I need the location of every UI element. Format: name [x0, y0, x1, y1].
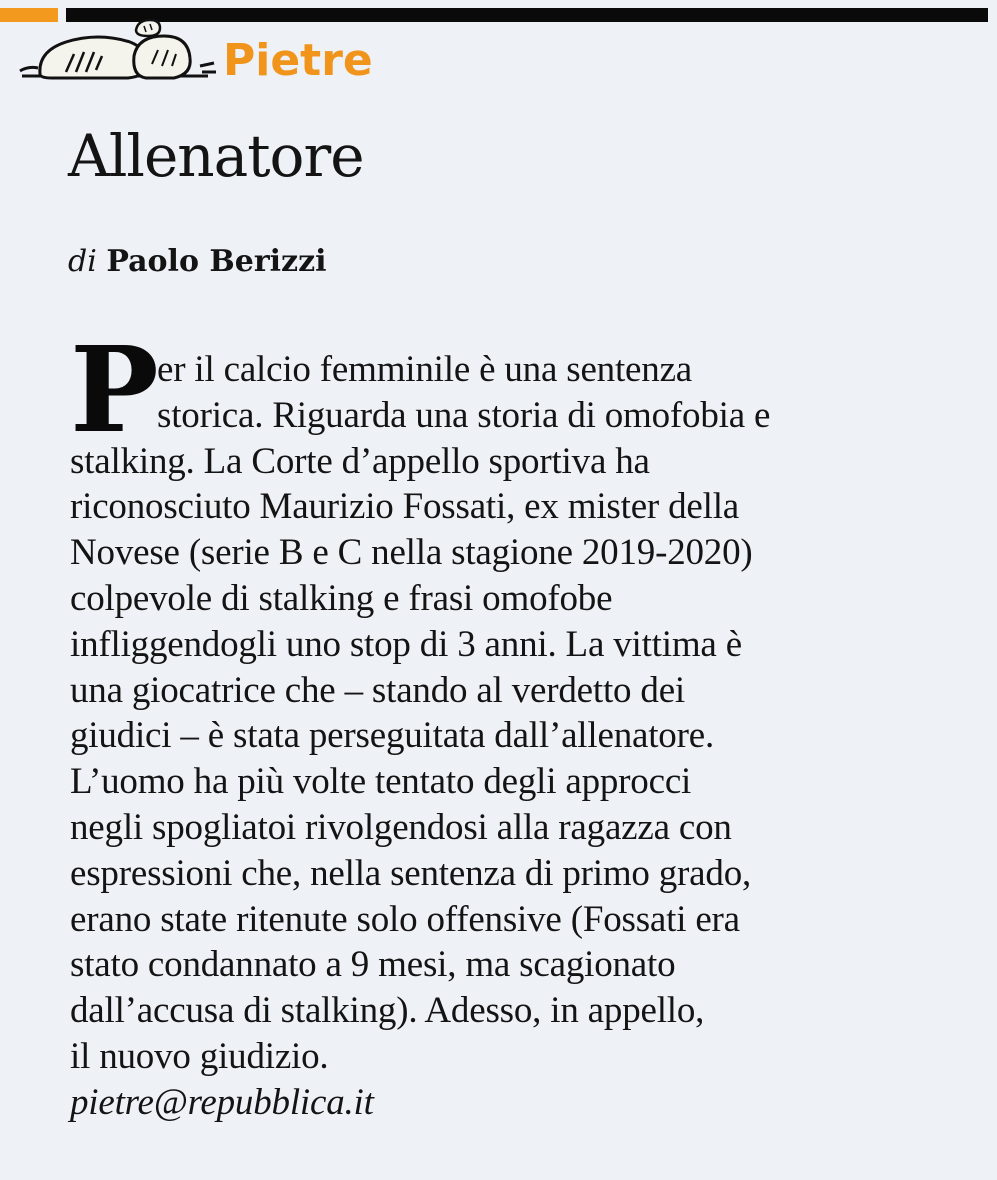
- body-line: giudici – è stata perseguitata dall’allenatore.: [70, 715, 714, 757]
- body-line: dall’accusa di stalking). Adesso, in appello,: [70, 990, 705, 1032]
- body-line: stato condannato a 9 mesi, ma scagionato: [70, 944, 676, 986]
- author-name: Paolo Berizzi: [106, 244, 327, 279]
- body-line: er il calcio femminile è una sentenza: [157, 349, 693, 390]
- body-line: Novese (serie B e C nella stagione 2019-2020): [70, 532, 753, 574]
- stones-icon: [18, 16, 218, 96]
- article-title: Allenatore: [68, 122, 364, 190]
- rubric-label: Pietre: [223, 35, 373, 86]
- article-body: [70, 347, 985, 1126]
- byline: [68, 240, 327, 284]
- body-line: il nuovo giudizio.: [70, 1035, 329, 1077]
- drop-cap: P: [70, 320, 159, 459]
- body-line: stalking. La Corte d’appello sportiva ha: [70, 440, 650, 482]
- byline-prefix: di: [68, 244, 97, 279]
- body-line: una giocatrice che – stando al verdetto dei: [70, 669, 685, 711]
- body-line: negli spogliatoi rivolgendosi alla ragazza con: [70, 806, 732, 848]
- contact-email[interactable]: pietre@repubblica.it: [70, 1081, 374, 1123]
- body-line: colpevole di stalking e frasi omofobe: [70, 577, 613, 619]
- body-line: erano state ritenute solo offensive (Fossati era: [70, 898, 740, 940]
- body-line: storica. Riguarda una storia di omofobia e: [157, 394, 771, 436]
- body-line: espressioni che, nella sentenza di primo grado,: [70, 852, 752, 894]
- body-line: infliggendogli uno stop di 3 anni. La vittima è: [70, 623, 742, 665]
- body-line: riconosciuto Maurizio Fossati, ex mister della: [70, 486, 739, 528]
- body-line: L’uomo ha più volte tentato degli approcci: [70, 761, 692, 803]
